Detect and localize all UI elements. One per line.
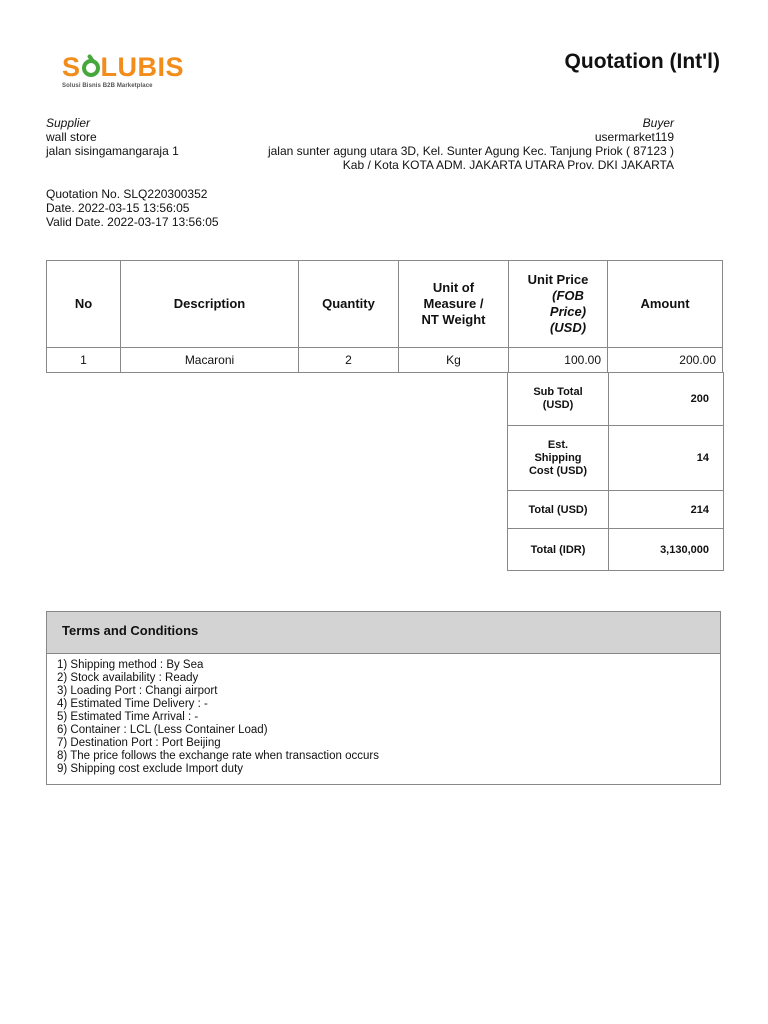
total-usd-label: Total (USD) [508,491,609,529]
subtotal-label: Sub Total (USD) [508,373,609,426]
quotation-number: Quotation No. SLQ220300352 [46,187,208,201]
row-no: 1 [47,348,121,373]
subtotal-value: 200 [609,373,724,426]
document-title: Quotation (Int'l) [564,50,720,73]
buyer-block [268,116,674,172]
quotation-valid-date: Valid Date. 2022-03-17 13:56:05 [46,215,219,229]
header-no: No [47,261,121,348]
summary-table [507,372,724,571]
header-description: Description [121,261,299,348]
row-quantity: 2 [299,348,399,373]
logo-tagline: Solusi Bisnis B2B Marketplace [62,83,153,89]
table-header-row [47,261,723,348]
shipping-cost-label: Est. Shipping Cost (USD) [508,426,609,491]
terms-item: 6) Container : LCL (Less Container Load) [57,724,268,736]
terms-item: 4) Estimated Time Delivery : - [57,698,208,710]
buyer-label: Buyer [642,116,674,130]
supplier-name: wall store [46,130,97,144]
supplier-address: jalan sisingamangaraja 1 [46,144,179,158]
total-idr-value: 3,130,000 [609,529,724,571]
row-unit-price: 100.00 [509,348,608,373]
logo-o-icon [82,59,100,77]
items-table [46,260,723,373]
terms-title: Terms and Conditions [47,612,720,654]
buyer-name: usermarket119 [594,130,674,144]
row-amount: 200.00 [608,348,723,373]
terms-item: 8) The price follows the exchange rate when transaction occurs [57,750,379,762]
terms-and-conditions [46,611,721,785]
terms-list [47,654,720,784]
buyer-address-line1: jalan sunter agung utara 3D, Kel. Sunter Agung Kec. Tanjung Priok ( 87123 ) [267,144,674,158]
header-amount: Amount [608,261,723,348]
supplier-label: Supplier [46,116,91,130]
total-idr-label: Total (IDR) [508,529,609,571]
supplier-block [46,116,179,158]
company-logo: S LUBIS Solusi Bisnis B2B Marketplace [62,52,185,89]
row-unit: Kg [399,348,509,373]
table-row [47,348,723,373]
terms-item: 1) Shipping method : By Sea [57,659,204,671]
terms-item: 2) Stock availability : Ready [57,672,199,684]
terms-item: 9) Shipping cost exclude Import duty [57,763,244,775]
quotation-info [46,187,219,229]
header-unit-of-measure: Unit of Measure / NT Weight [399,261,509,348]
quotation-date: Date. 2022-03-15 13:56:05 [46,201,190,215]
terms-item: 3) Loading Port : Changi airport [57,685,218,697]
row-description: Macaroni [121,348,299,373]
header-unit-price: Unit Price (FOB Price) (USD) [509,261,608,348]
total-usd-value: 214 [609,491,724,529]
header-quantity: Quantity [299,261,399,348]
shipping-cost-value: 14 [609,426,724,491]
buyer-address-line2: Kab / Kota KOTA ADM. JAKARTA UTARA Prov. DKI JAKARTA [342,158,674,172]
terms-item: 5) Estimated Time Arrival : - [57,711,199,723]
terms-item: 7) Destination Port : Port Beijing [57,737,221,749]
